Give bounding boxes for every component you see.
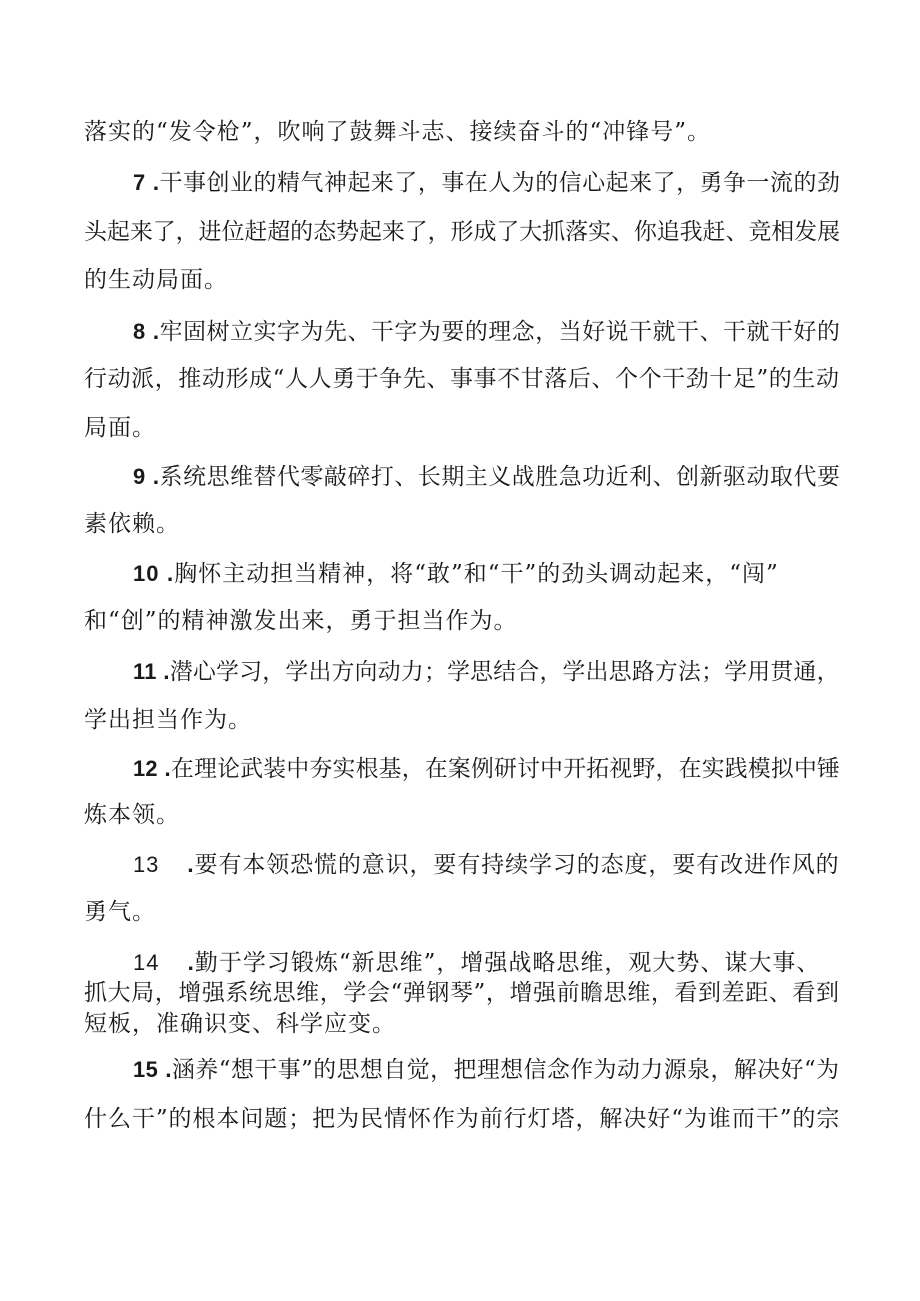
text-line: 学出担当作为。 [84, 707, 252, 733]
text-line: 行动派，推动形成“人人勇于争先、事事不甘落后、个个干劲十足”的生动 [84, 366, 840, 392]
text-line: 头起来了，进位赶超的态势起来了，形成了大抓落实、你追我赶、竞相发展 [84, 219, 841, 245]
item-number: 14 [133, 950, 160, 975]
item-text: 胸怀主动担当精神，将“敢”和“干”的劲头调动起来，“闯” [174, 561, 779, 587]
text-line: 素依赖。 [84, 511, 180, 537]
text-line: 什么干”的根本问题；把为民情怀作为前行灯塔，解决好“为谁而干”的宗 [84, 1106, 841, 1132]
list-item-14 [133, 947, 820, 978]
item-number: 7 [133, 170, 146, 195]
item-text: 系统思维替代零敲碎打、长期主义战胜急功近利、创新驱动取代要 [159, 464, 841, 490]
list-item-9 [133, 461, 840, 492]
item-number: 8 [133, 319, 146, 344]
item-separator: . [145, 169, 160, 195]
item-separator: . [187, 851, 195, 877]
item-number: 11 [133, 659, 157, 684]
item-separator: . [158, 1056, 173, 1082]
continuation-line: 落实的“发令枪”，吹响了鼓舞斗志、接续奋斗的“冲锋号”。 [84, 119, 712, 145]
text-line: 炼本领。 [84, 802, 180, 828]
item-number: 15 [133, 1057, 159, 1082]
item-number: 9 [133, 464, 146, 489]
item-separator: . [159, 560, 175, 586]
item-number: 13 [133, 852, 160, 877]
text-line: 勇气。 [84, 899, 156, 925]
list-item-15 [133, 1054, 840, 1085]
item-text: 牢固树立实字为先、干字为要的理念，当好说干就干、干就干好的 [159, 319, 841, 345]
list-item-10 [133, 558, 779, 589]
text-line: 短板，准确识变、科学应变。 [84, 1011, 396, 1037]
list-item-7 [133, 167, 840, 198]
item-text: 干事创业的精气神起来了，事在人为的信心起来了，勇争一流的劲 [159, 170, 841, 196]
text-line: 和“创”的精神激发出来，勇于担当作为。 [84, 608, 518, 634]
list-item-11 [133, 656, 840, 687]
item-separator: . [145, 318, 160, 344]
text-line: 的生动局面。 [84, 267, 228, 293]
item-number: 10 [133, 561, 160, 586]
list-item-8 [133, 316, 840, 347]
item-text: 潜心学习，学出方向动力；学思结合，学出思路方法；学用贯通， [169, 659, 840, 685]
text-line: 局面。 [84, 415, 156, 441]
item-separator: . [156, 658, 170, 684]
item-text: 涵养“想干事”的思想自觉，把理想信念作为动力源泉，解决好“为 [172, 1057, 840, 1083]
item-separator: . [157, 755, 172, 781]
item-text: 勤于学习锻炼“新思维”，增强战略思维，观大势、谋大事、 [194, 950, 821, 976]
item-separator: . [145, 463, 160, 489]
item-text: 要有本领恐慌的意识，要有持续学习的态度，要有改进作风的 [194, 852, 840, 878]
item-separator: . [187, 949, 195, 975]
text-line: 抓大局，增强系统思维，学会“弹钢琴”，增强前瞻思维，看到差距、看到 [84, 980, 840, 1006]
list-item-12 [133, 753, 840, 784]
item-text: 在理论武装中夯实根基，在案例研讨中开拓视野，在实践模拟中锤 [171, 756, 841, 782]
item-number: 12 [133, 756, 158, 781]
list-item-13 [133, 849, 840, 880]
